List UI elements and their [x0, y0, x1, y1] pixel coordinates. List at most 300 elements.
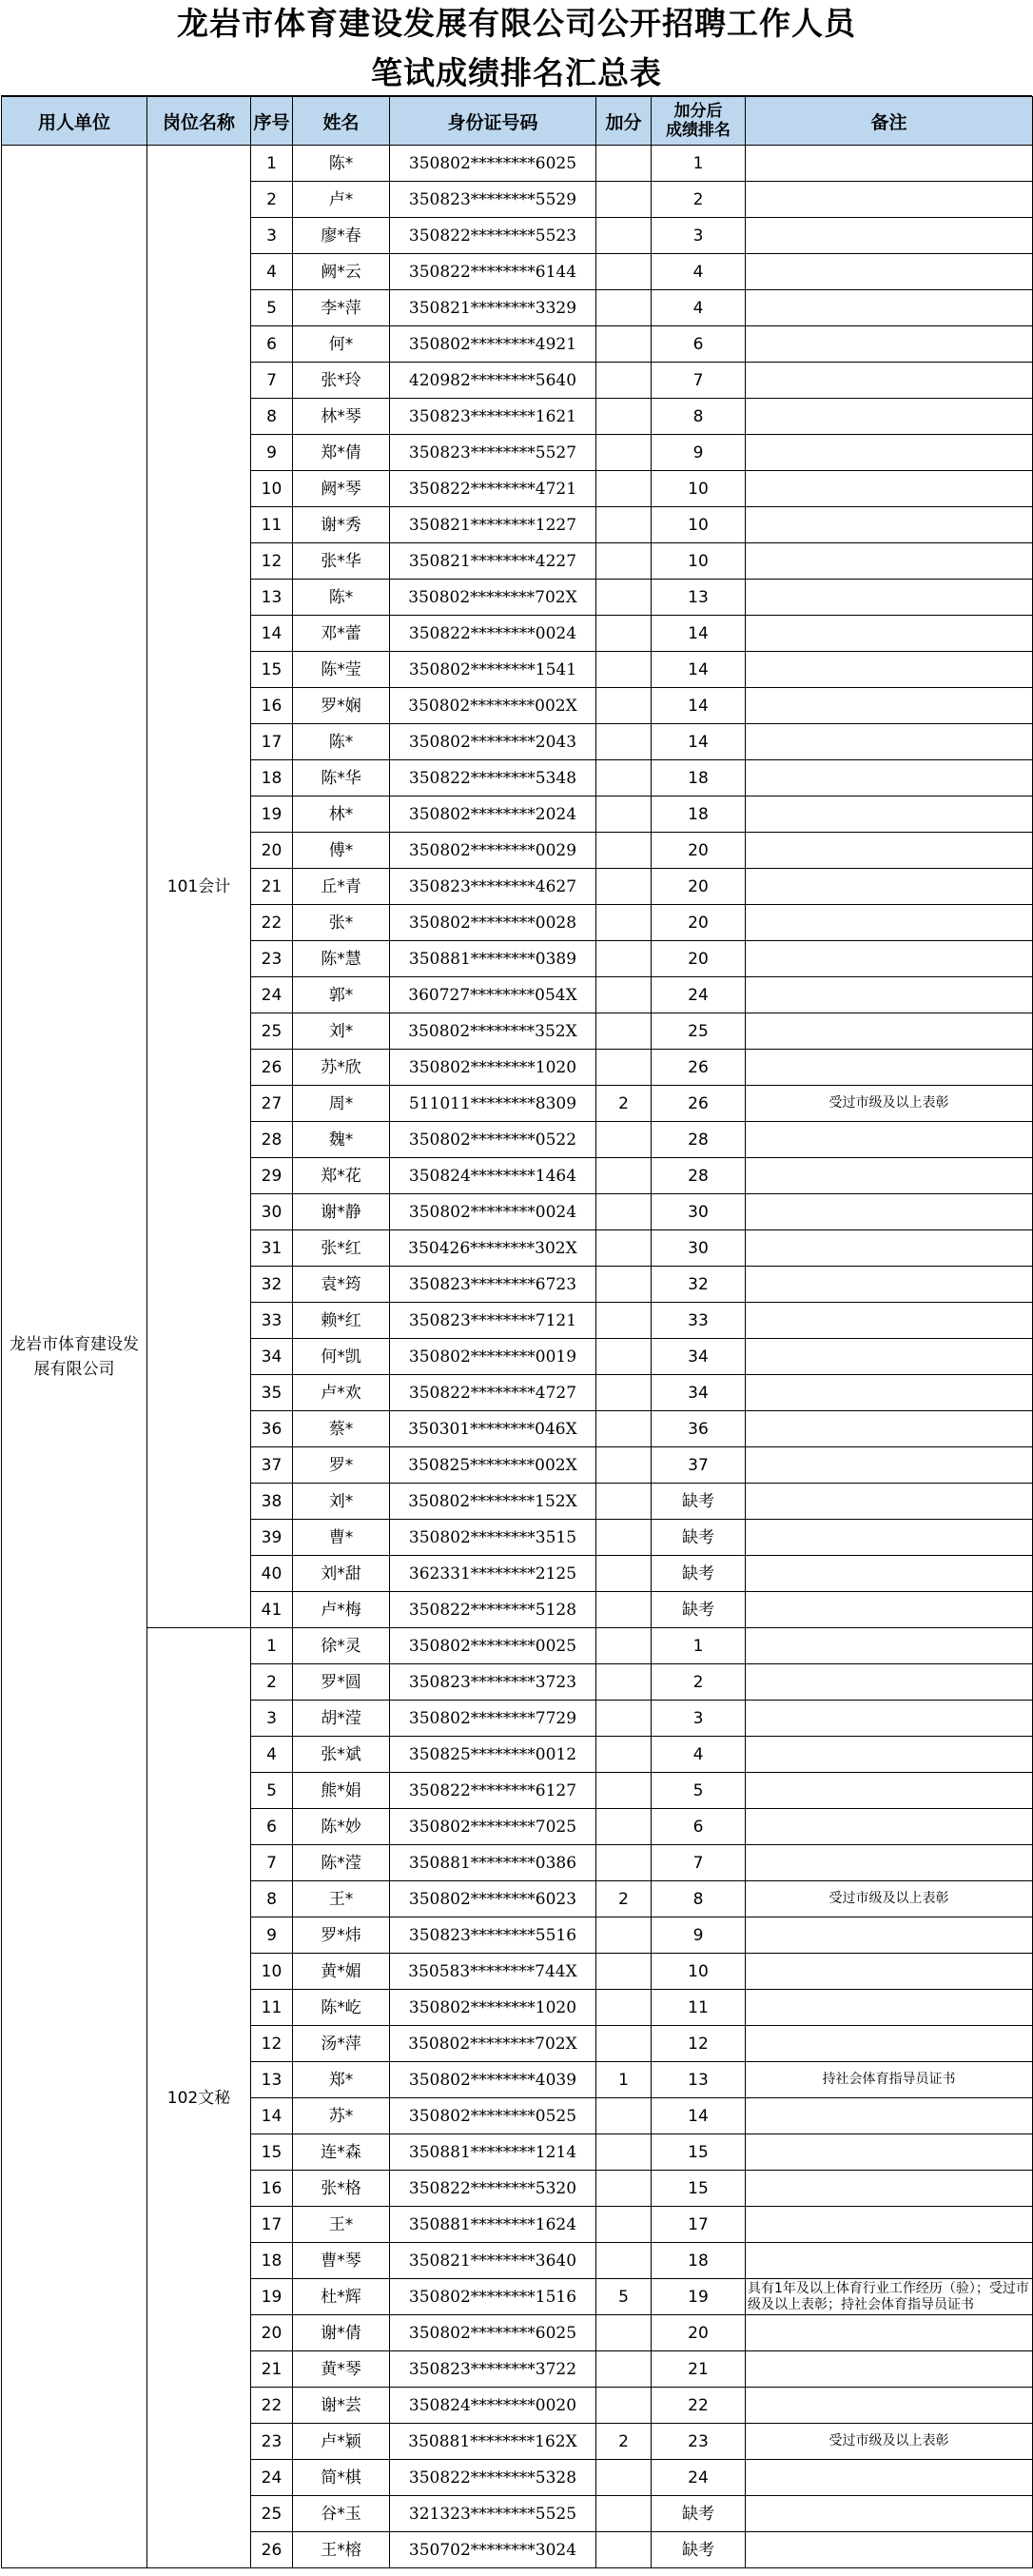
id-number-cell: 350802********7729	[390, 1701, 596, 1737]
bonus-cell	[596, 796, 652, 833]
id-number-cell: 350802********152X	[390, 1484, 596, 1520]
note-cell: 持社会体育指导员证书	[746, 2062, 1033, 2098]
score-sheet	[1, 0, 1032, 2568]
note-cell	[746, 1809, 1033, 1845]
note-cell	[746, 1954, 1033, 1990]
seq-cell: 23	[251, 941, 293, 977]
rank-cell: 15	[652, 2134, 746, 2171]
seq-cell: 5	[251, 290, 293, 326]
name-cell: 阙*云	[293, 254, 390, 290]
rank-cell: 22	[652, 2388, 746, 2424]
note-cell	[746, 146, 1033, 182]
seq-cell: 33	[251, 1303, 293, 1339]
note-cell	[746, 326, 1033, 363]
id-number-cell: 350802********0029	[390, 833, 596, 869]
seq-cell: 37	[251, 1447, 293, 1484]
table-body	[2, 146, 1033, 2568]
rank-cell: 9	[652, 435, 746, 471]
seq-cell: 24	[251, 977, 293, 1013]
rank-cell: 24	[652, 2460, 746, 2496]
seq-cell: 9	[251, 435, 293, 471]
id-number-cell: 350802********002X	[390, 688, 596, 724]
note-cell: 受过市级及以上表彰	[746, 1881, 1033, 1917]
id-number-cell: 350823********6723	[390, 1267, 596, 1303]
rank-cell: 14	[652, 688, 746, 724]
seq-cell: 11	[251, 507, 293, 543]
note-cell	[746, 507, 1033, 543]
note-cell	[746, 399, 1033, 435]
id-number-cell: 420982********5640	[390, 363, 596, 399]
id-number-cell: 350802********352X	[390, 1013, 596, 1050]
name-cell: 张*红	[293, 1230, 390, 1267]
name-cell: 陈*	[293, 724, 390, 760]
seq-cell: 31	[251, 1230, 293, 1267]
rank-cell: 34	[652, 1375, 746, 1411]
name-cell: 卢*	[293, 182, 390, 218]
id-number-cell: 350823********5516	[390, 1917, 596, 1954]
bonus-cell	[596, 1990, 652, 2026]
bonus-cell	[596, 218, 652, 254]
seq-cell: 25	[251, 1013, 293, 1050]
seq-cell: 14	[251, 616, 293, 652]
id-number-cell: 350802********0019	[390, 1339, 596, 1375]
seq-cell: 16	[251, 2171, 293, 2207]
bonus-cell	[596, 1050, 652, 1086]
bonus-cell	[596, 1845, 652, 1881]
rank-cell: 4	[652, 1737, 746, 1773]
name-cell: 谢*倩	[293, 2315, 390, 2351]
name-cell: 王*榕	[293, 2532, 390, 2568]
name-cell: 卢*梅	[293, 1592, 390, 1628]
name-cell: 邓*蕾	[293, 616, 390, 652]
note-cell	[746, 869, 1033, 905]
bonus-cell	[596, 2315, 652, 2351]
name-cell: 王*	[293, 1881, 390, 1917]
seq-cell: 18	[251, 760, 293, 796]
note-cell	[746, 941, 1033, 977]
rank-cell: 24	[652, 977, 746, 1013]
name-cell: 刘*甜	[293, 1556, 390, 1592]
seq-cell: 5	[251, 1773, 293, 1809]
seq-cell: 12	[251, 543, 293, 580]
note-cell	[746, 2460, 1033, 2496]
seq-cell: 30	[251, 1194, 293, 1230]
name-cell: 陈*	[293, 580, 390, 616]
bonus-cell	[596, 1447, 652, 1484]
bonus-cell: 1	[596, 2062, 652, 2098]
bonus-cell	[596, 1484, 652, 1520]
rank-cell: 8	[652, 1881, 746, 1917]
id-number-cell: 350802********4921	[390, 326, 596, 363]
name-cell: 王*	[293, 2207, 390, 2243]
rank-cell: 19	[652, 2279, 746, 2315]
seq-cell: 6	[251, 1809, 293, 1845]
note-cell	[746, 905, 1033, 941]
id-number-cell: 350802********6025	[390, 146, 596, 182]
bonus-cell	[596, 1267, 652, 1303]
seq-cell: 15	[251, 2134, 293, 2171]
seq-cell: 13	[251, 580, 293, 616]
seq-cell: 38	[251, 1484, 293, 1520]
header-bonus: 加分	[596, 97, 652, 146]
name-cell: 陈*滢	[293, 1845, 390, 1881]
id-number-cell: 350822********5320	[390, 2171, 596, 2207]
rank-cell: 13	[652, 2062, 746, 2098]
name-cell: 卢*欢	[293, 1375, 390, 1411]
unit-cell: 龙岩市体育建设发展有限公司	[2, 146, 147, 2568]
id-number-cell: 350802********1541	[390, 652, 596, 688]
name-cell: 郑*倩	[293, 435, 390, 471]
note-cell	[746, 2098, 1033, 2134]
rank-cell: 14	[652, 652, 746, 688]
id-number-cell: 350822********4727	[390, 1375, 596, 1411]
id-number-cell: 350823********7121	[390, 1303, 596, 1339]
seq-cell: 19	[251, 796, 293, 833]
note-cell	[746, 254, 1033, 290]
seq-cell: 29	[251, 1158, 293, 1194]
bonus-cell	[596, 1737, 652, 1773]
id-number-cell: 350823********5527	[390, 435, 596, 471]
bonus-cell	[596, 182, 652, 218]
rank-cell: 26	[652, 1086, 746, 1122]
seq-cell: 19	[251, 2279, 293, 2315]
bonus-cell	[596, 652, 652, 688]
id-number-cell: 350823********3723	[390, 1664, 596, 1701]
bonus-cell	[596, 363, 652, 399]
id-number-cell: 350824********1464	[390, 1158, 596, 1194]
seq-cell: 1	[251, 146, 293, 182]
rank-cell: 10	[652, 1954, 746, 1990]
seq-cell: 24	[251, 2460, 293, 2496]
note-cell	[746, 471, 1033, 507]
seq-cell: 4	[251, 254, 293, 290]
bonus-cell	[596, 2496, 652, 2532]
note-cell	[746, 1556, 1033, 1592]
bonus-cell	[596, 2532, 652, 2568]
note-cell	[746, 2315, 1033, 2351]
name-cell: 周*	[293, 1086, 390, 1122]
seq-cell: 14	[251, 2098, 293, 2134]
header-position: 岗位名称	[147, 97, 251, 146]
id-number-cell: 350822********5328	[390, 2460, 596, 2496]
rank-cell: 5	[652, 1773, 746, 1809]
name-cell: 廖*春	[293, 218, 390, 254]
name-cell: 袁*筠	[293, 1267, 390, 1303]
name-cell: 张*华	[293, 543, 390, 580]
id-number-cell: 350823********5529	[390, 182, 596, 218]
name-cell: 陈*	[293, 146, 390, 182]
note-cell	[746, 2207, 1033, 2243]
seq-cell: 16	[251, 688, 293, 724]
bonus-cell	[596, 1303, 652, 1339]
seq-cell: 17	[251, 724, 293, 760]
rank-cell: 6	[652, 326, 746, 363]
seq-cell: 7	[251, 1845, 293, 1881]
seq-cell: 18	[251, 2243, 293, 2279]
header-row	[2, 97, 1033, 146]
note-cell	[746, 1701, 1033, 1737]
seq-cell: 40	[251, 1556, 293, 1592]
note-cell	[746, 2388, 1033, 2424]
position-cell: 102文秘	[147, 1628, 251, 2568]
id-number-cell: 350821********3329	[390, 290, 596, 326]
id-number-cell: 350881********1214	[390, 2134, 596, 2171]
rank-cell: 30	[652, 1230, 746, 1267]
bonus-cell	[596, 1122, 652, 1158]
name-cell: 陈*妙	[293, 1809, 390, 1845]
note-cell	[746, 1050, 1033, 1086]
seq-cell: 4	[251, 1737, 293, 1773]
seq-cell: 1	[251, 1628, 293, 1664]
seq-cell: 22	[251, 2388, 293, 2424]
id-number-cell: 511011********8309	[390, 1086, 596, 1122]
id-number-cell: 350823********4627	[390, 869, 596, 905]
bonus-cell	[596, 1158, 652, 1194]
rank-cell: 缺考	[652, 2532, 746, 2568]
note-cell	[746, 2134, 1033, 2171]
id-number-cell: 350802********1516	[390, 2279, 596, 2315]
name-cell: 苏*	[293, 2098, 390, 2134]
bonus-cell	[596, 471, 652, 507]
note-cell	[746, 2243, 1033, 2279]
rank-cell: 4	[652, 254, 746, 290]
note-cell	[746, 1520, 1033, 1556]
bonus-cell	[596, 2243, 652, 2279]
note-cell	[746, 1339, 1033, 1375]
bonus-cell	[596, 580, 652, 616]
note-cell	[746, 1303, 1033, 1339]
bonus-cell	[596, 977, 652, 1013]
note-cell	[746, 580, 1033, 616]
seq-cell: 17	[251, 2207, 293, 2243]
note-cell	[746, 2532, 1033, 2568]
rank-cell: 18	[652, 760, 746, 796]
rank-cell: 20	[652, 941, 746, 977]
rank-cell: 20	[652, 869, 746, 905]
id-number-cell: 321323********5525	[390, 2496, 596, 2532]
bonus-cell	[596, 254, 652, 290]
name-cell: 刘*	[293, 1013, 390, 1050]
seq-cell: 8	[251, 1881, 293, 1917]
seq-cell: 15	[251, 652, 293, 688]
note-cell	[746, 1122, 1033, 1158]
seq-cell: 2	[251, 182, 293, 218]
seq-cell: 36	[251, 1411, 293, 1447]
bonus-cell	[596, 2026, 652, 2062]
id-number-cell: 350301********046X	[390, 1411, 596, 1447]
seq-cell: 9	[251, 1917, 293, 1954]
name-cell: 郑*花	[293, 1158, 390, 1194]
seq-cell: 28	[251, 1122, 293, 1158]
seq-cell: 3	[251, 1701, 293, 1737]
rank-cell: 10	[652, 507, 746, 543]
seq-cell: 21	[251, 869, 293, 905]
id-number-cell: 350426********302X	[390, 1230, 596, 1267]
bonus-cell	[596, 869, 652, 905]
name-cell: 罗*炜	[293, 1917, 390, 1954]
note-cell	[746, 2026, 1033, 2062]
bonus-cell	[596, 1809, 652, 1845]
id-number-cell: 350802********702X	[390, 2026, 596, 2062]
rank-cell: 37	[652, 1447, 746, 1484]
name-cell: 卢*颖	[293, 2424, 390, 2460]
seq-cell: 12	[251, 2026, 293, 2062]
name-cell: 赖*红	[293, 1303, 390, 1339]
rank-cell: 26	[652, 1050, 746, 1086]
note-cell	[746, 977, 1033, 1013]
id-number-cell: 350802********6023	[390, 1881, 596, 1917]
rank-cell: 9	[652, 1917, 746, 1954]
rank-cell: 缺考	[652, 1556, 746, 1592]
id-number-cell: 350583********744X	[390, 1954, 596, 1990]
name-cell: 何*凯	[293, 1339, 390, 1375]
header-id: 身份证号码	[390, 97, 596, 146]
bonus-cell	[596, 2460, 652, 2496]
name-cell: 陈*华	[293, 760, 390, 796]
name-cell: 谢*静	[293, 1194, 390, 1230]
bonus-cell	[596, 2207, 652, 2243]
note-cell	[746, 1013, 1033, 1050]
note-cell	[746, 2496, 1033, 2532]
bonus-cell	[596, 941, 652, 977]
header-rank	[652, 97, 746, 146]
rank-cell: 33	[652, 1303, 746, 1339]
id-number-cell: 350802********2024	[390, 796, 596, 833]
header-rank-line2: 成绩排名	[666, 121, 731, 140]
bonus-cell	[596, 399, 652, 435]
bonus-cell	[596, 1701, 652, 1737]
seq-cell: 10	[251, 471, 293, 507]
id-number-cell: 350822********0024	[390, 616, 596, 652]
bonus-cell	[596, 760, 652, 796]
rank-cell: 34	[652, 1339, 746, 1375]
seq-cell: 23	[251, 2424, 293, 2460]
bonus-cell	[596, 1194, 652, 1230]
note-cell	[746, 435, 1033, 471]
note-cell	[746, 1664, 1033, 1701]
name-cell: 何*	[293, 326, 390, 363]
name-cell: 谷*玉	[293, 2496, 390, 2532]
rank-cell: 30	[652, 1194, 746, 1230]
seq-cell: 21	[251, 2351, 293, 2388]
seq-cell: 27	[251, 1086, 293, 1122]
bonus-cell	[596, 1375, 652, 1411]
id-number-cell: 350822********6127	[390, 1773, 596, 1809]
note-cell	[746, 1411, 1033, 1447]
note-cell: 具有1年及以上体育行业工作经历（验）；受过市级及以上表彰；持社会体育指导员证书	[746, 2279, 1033, 2315]
name-cell: 傅*	[293, 833, 390, 869]
id-number-cell: 350802********702X	[390, 580, 596, 616]
name-cell: 张*格	[293, 2171, 390, 2207]
name-cell: 张*斌	[293, 1737, 390, 1773]
seq-cell: 7	[251, 363, 293, 399]
note-cell	[746, 760, 1033, 796]
name-cell: 谢*芸	[293, 2388, 390, 2424]
id-number-cell: 350881********1624	[390, 2207, 596, 2243]
bonus-cell	[596, 543, 652, 580]
note-cell	[746, 833, 1033, 869]
header-name: 姓名	[293, 97, 390, 146]
rank-cell: 18	[652, 2243, 746, 2279]
name-cell: 谢*秀	[293, 507, 390, 543]
seq-cell: 39	[251, 1520, 293, 1556]
bonus-cell	[596, 1411, 652, 1447]
name-cell: 徐*灵	[293, 1628, 390, 1664]
rank-cell: 8	[652, 399, 746, 435]
rank-cell: 10	[652, 471, 746, 507]
name-cell: 杜*辉	[293, 2279, 390, 2315]
id-number-cell: 350802********7025	[390, 1809, 596, 1845]
rank-cell: 2	[652, 182, 746, 218]
bonus-cell	[596, 1664, 652, 1701]
rank-cell: 缺考	[652, 1520, 746, 1556]
name-cell: 林*	[293, 796, 390, 833]
rank-cell: 15	[652, 2171, 746, 2207]
bonus-cell	[596, 2134, 652, 2171]
rank-cell: 1	[652, 1628, 746, 1664]
rank-cell: 缺考	[652, 1484, 746, 1520]
id-number-cell: 360727********054X	[390, 977, 596, 1013]
note-cell	[746, 1773, 1033, 1809]
note-cell	[746, 1375, 1033, 1411]
id-number-cell: 350881********162X	[390, 2424, 596, 2460]
note-cell	[746, 543, 1033, 580]
name-cell: 蔡*	[293, 1411, 390, 1447]
name-cell: 黄*媚	[293, 1954, 390, 1990]
bonus-cell	[596, 2171, 652, 2207]
note-cell	[746, 1917, 1033, 1954]
bonus-cell	[596, 2098, 652, 2134]
seq-cell: 22	[251, 905, 293, 941]
bonus-cell: 2	[596, 1881, 652, 1917]
note-cell	[746, 290, 1033, 326]
seq-cell: 20	[251, 2315, 293, 2351]
seq-cell: 3	[251, 218, 293, 254]
rank-cell: 28	[652, 1158, 746, 1194]
rank-cell: 缺考	[652, 2496, 746, 2532]
note-cell	[746, 688, 1033, 724]
bonus-cell	[596, 1917, 652, 1954]
rank-cell: 23	[652, 2424, 746, 2460]
rank-cell: 32	[652, 1267, 746, 1303]
note-cell	[746, 1592, 1033, 1628]
note-cell	[746, 1194, 1033, 1230]
seq-cell: 10	[251, 1954, 293, 1990]
bonus-cell	[596, 1954, 652, 1990]
note-cell	[746, 616, 1033, 652]
bonus-cell	[596, 1628, 652, 1664]
rank-cell: 36	[652, 1411, 746, 1447]
rank-cell: 25	[652, 1013, 746, 1050]
bonus-cell	[596, 1013, 652, 1050]
bonus-cell	[596, 2351, 652, 2388]
bonus-cell	[596, 1230, 652, 1267]
rank-cell: 20	[652, 833, 746, 869]
name-cell: 罗*	[293, 1447, 390, 1484]
name-cell: 李*萍	[293, 290, 390, 326]
note-cell	[746, 1990, 1033, 2026]
header-note: 备注	[746, 97, 1033, 146]
note-cell	[746, 1158, 1033, 1194]
seq-cell: 26	[251, 1050, 293, 1086]
seq-cell: 26	[251, 2532, 293, 2568]
bonus-cell	[596, 1556, 652, 1592]
name-cell: 陈*慧	[293, 941, 390, 977]
name-cell: 丘*青	[293, 869, 390, 905]
bonus-cell	[596, 616, 652, 652]
rank-cell: 14	[652, 616, 746, 652]
id-number-cell: 350802********2043	[390, 724, 596, 760]
